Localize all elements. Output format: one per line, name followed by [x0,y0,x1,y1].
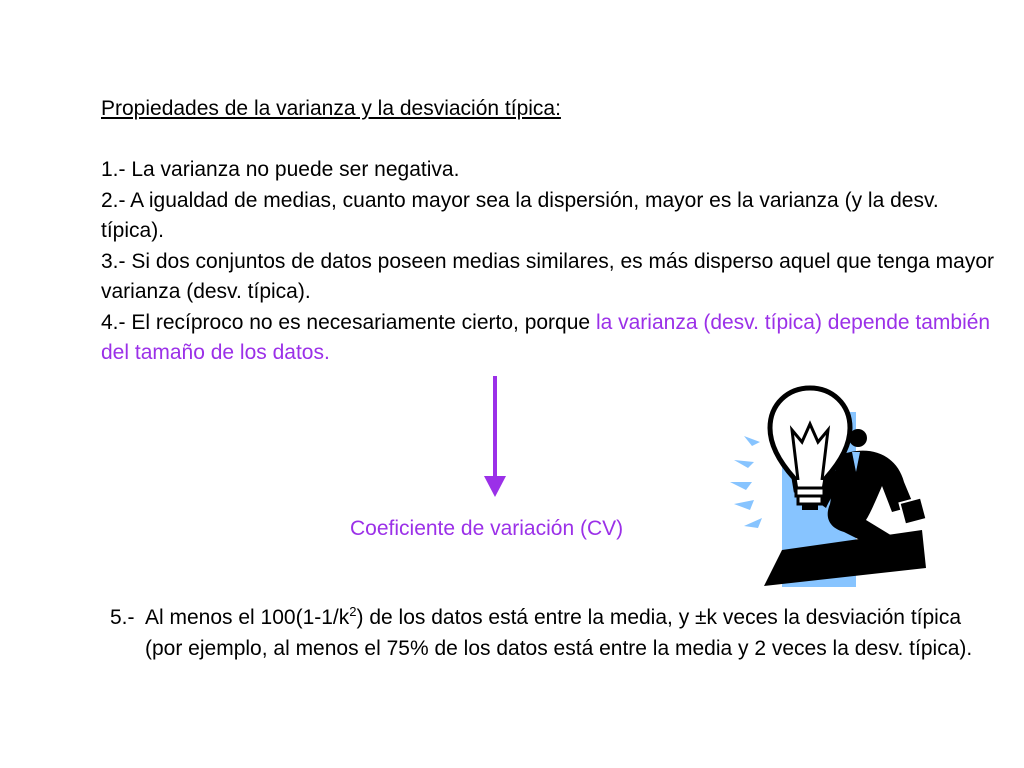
property-5 [110,603,1000,664]
property-5-number: 5.- [110,606,135,629]
arrow-down-icon [482,376,508,498]
property-5-text-start: Al menos el 100(1-1/k [145,606,350,629]
property-3: 3.- Si dos conjuntos de datos poseen medias similares, es más disperso aquel que tenga mayor varianza (desv. típica). [101,249,994,303]
property-5-text-end: ) de los datos está entre la media, y ±k veces la desviación típica (por ejemplo, al menos el 75% de los datos está entre la media y 2 veces la desv. típica). [145,606,973,660]
property-5-text [145,603,1000,664]
property-4-highlight: la varianza (desv. típica) depende también del tamaño de los datos. [101,310,991,364]
properties-list [101,155,1006,369]
property-4-text: 4.- El recíproco no es necesariamente cierto, porque [101,310,596,334]
superscript-exponent: 2 [349,604,357,619]
lightbulb-businessman-icon [726,382,936,592]
property-2: 2.- A igualdad de medias, cuanto mayor sea la dispersión, mayor es la varianza (y la desv. típica). [101,188,939,242]
property-1: 1.- La varianza no puede ser negativa. [101,158,460,181]
slide-heading: Propiedades de la varianza y la desviación típica: [101,97,561,120]
cv-label: Coeficiente de variación (CV) [350,517,624,540]
property-4 [101,308,1006,369]
